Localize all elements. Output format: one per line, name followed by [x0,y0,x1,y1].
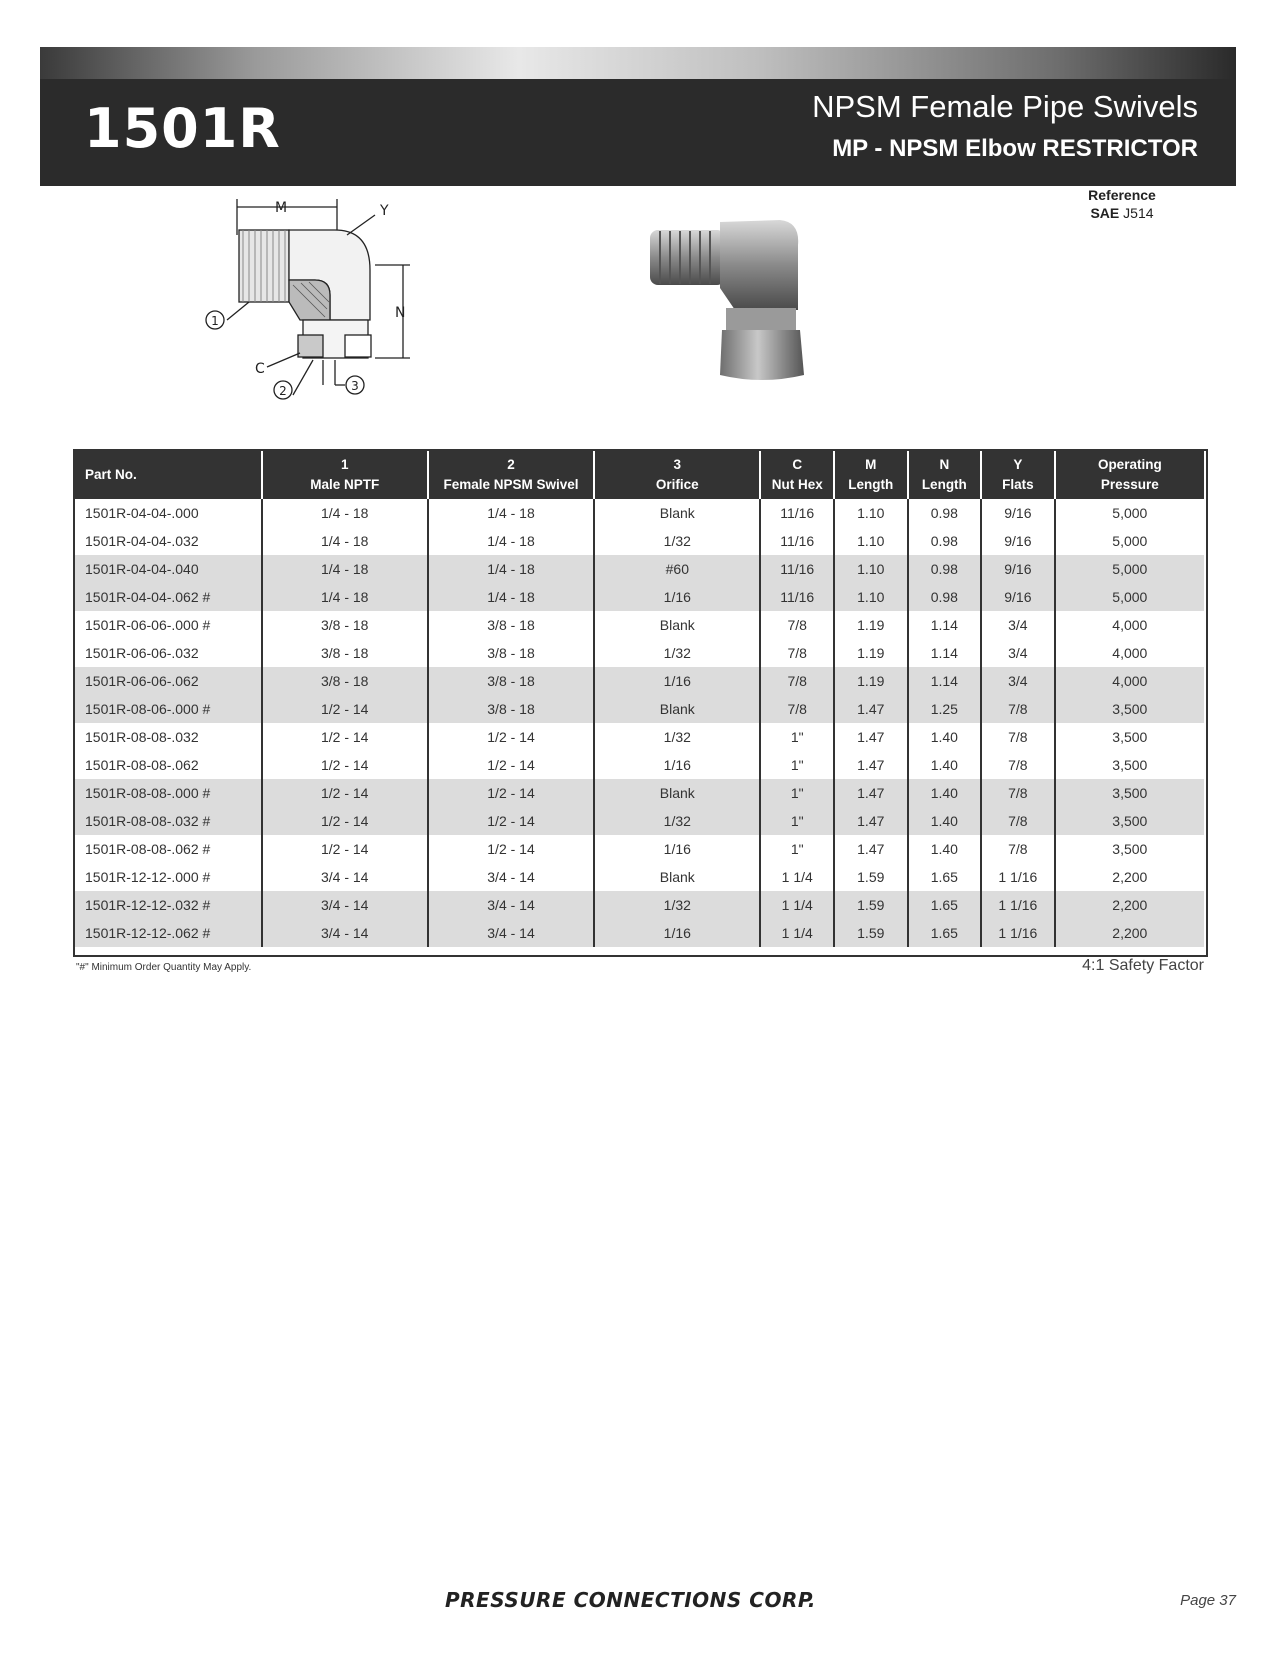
part-number-cell: 1501R-06-06-.000 # [85,617,211,633]
table-cell: 1/2 - 14 [262,751,428,779]
table-cell: 7/8 [981,807,1055,835]
table-cell: 5,000 [1055,499,1204,527]
table-row [75,499,1204,527]
table-row [75,527,1204,555]
product-title: NPSM Female Pipe Swivels [812,89,1198,124]
reference-standard [1070,204,1174,222]
table-cell: 1/2 - 14 [428,779,594,807]
table-cell: 1/32 [594,807,760,835]
table-cell: 3,500 [1055,723,1204,751]
table-cell: 1/2 - 14 [262,779,428,807]
table-row [75,863,1204,891]
table-row [75,751,1204,779]
table-cell: 1/32 [594,527,760,555]
table-row [75,723,1204,751]
column-header-bottom: Flats [1002,477,1034,492]
table-cell: 1.40 [908,835,982,863]
table-cell: 1/4 - 18 [262,527,428,555]
table-cell: 1/4 - 18 [428,499,594,527]
table-cell: 1 1/16 [981,863,1055,891]
table-row [75,807,1204,835]
table-cell: 1.10 [834,555,908,583]
table-cell: 4,000 [1055,639,1204,667]
table-cell: 2,200 [1055,919,1204,947]
table-cell: 1.59 [834,919,908,947]
column-header-top: 3 [673,457,682,472]
safety-factor: 4:1 Safety Factor [1082,957,1204,974]
table-cell: 1 1/4 [760,891,834,919]
column-header-top: 1 [340,457,349,472]
table-cell: 3/8 - 18 [428,667,594,695]
table-row [75,919,1204,947]
column-header [760,451,834,499]
column-header-top: C [792,457,803,472]
table-cell: 1" [760,751,834,779]
table-cell: 3/8 - 18 [262,667,428,695]
part-number-cell: 1501R-12-12-.032 # [75,891,262,919]
table-cell: 1.10 [834,499,908,527]
table-cell: 11/16 [760,527,834,555]
table-cell: 2,200 [1055,891,1204,919]
dim-c-label: C [255,361,265,377]
part-number-cell: 1501R-08-08-.000 # [75,779,262,807]
table-cell: 1/16 [594,919,760,947]
table-cell: 1/4 - 18 [262,499,428,527]
table-cell: 1.14 [908,667,982,695]
table-cell: 7/8 [760,667,834,695]
table-cell: 3,500 [1055,835,1204,863]
table-cell: 3/4 - 14 [428,891,594,919]
table-cell: 7/8 [760,611,834,639]
part-number-cell: 1501R-08-08-.032 # [75,807,262,835]
column-header-top: M [865,457,877,472]
table-cell: 3/4 - 14 [428,919,594,947]
column-header-top: 2 [507,457,515,472]
part-number-cell: 1501R-04-04-.032 [85,533,199,549]
elbow-body [720,220,798,310]
moq-note: "#" Minimum Order Quantity May Apply. [76,962,252,973]
column-header-bottom: Pressure [1100,477,1159,492]
table-cell: 1.10 [834,527,908,555]
part-number-cell: 1501R-06-06-.062 [75,667,262,695]
table-cell: 1/32 [594,723,760,751]
dim-y-label: Y [380,203,389,219]
table-cell: 3,500 [1055,751,1204,779]
table-cell: 1.47 [834,807,908,835]
table-cell: 1/32 [594,891,760,919]
table-cell: 1.40 [908,723,982,751]
table-cell: 1/2 - 14 [262,723,428,751]
table-cell: 3/8 - 18 [428,695,594,723]
table-cell: 1 1/4 [760,863,834,891]
column-header [594,451,760,499]
table-cell: 1 1/4 [760,919,834,947]
table-row [75,835,1204,863]
reference-block [1070,186,1174,222]
table-cell: 1/2 - 14 [262,807,428,835]
table-cell: 3/4 - 14 [262,919,428,947]
table-row [75,695,1204,723]
table-cell: 1/2 - 14 [428,835,594,863]
table-row [75,779,1204,807]
column-header-bottom: Nut Hex [771,477,823,492]
table-row [75,583,1204,611]
table-cell: 1.47 [834,751,908,779]
table-cell: 1.25 [908,695,982,723]
table-cell: 1 1/16 [981,891,1055,919]
table-cell: 5,000 [1055,555,1204,583]
column-header [262,451,428,499]
table-cell: 1/16 [594,835,760,863]
table-cell: 1" [760,723,834,751]
table-cell: 9/16 [981,527,1055,555]
part-number-cell: 1501R-12-12-.062 # [75,919,262,947]
swivel-nut [720,330,804,380]
table-cell: 0.98 [908,583,982,611]
part-number-cell: 1501R-08-08-.062 # [85,841,211,857]
table-cell: Blank [594,863,760,891]
table-cell: 3/4 - 14 [262,891,428,919]
table-cell: 1.65 [908,919,982,947]
table-cell: 1/32 [594,639,760,667]
page-number: Page 37 [1180,1592,1236,1609]
reference-label: Reference [1088,187,1156,203]
reference-prefix: SAE [1090,205,1120,221]
table-cell: 3/4 - 14 [428,863,594,891]
table-cell: 1.59 [834,863,908,891]
column-header-bottom: Part No. [85,467,137,482]
dim-n-label: N [395,305,406,321]
column-header-bottom: Female NPSM Swivel [443,477,579,492]
part-number-cell: 1501R-04-04-.062 # [75,583,262,611]
table-cell: 4,000 [1055,667,1204,695]
table-cell: 3,500 [1055,695,1204,723]
table-cell: Blank [594,779,760,807]
column-header-bottom: Orifice [655,477,699,492]
table-cell: 5,000 [1055,583,1204,611]
table-cell: 11/16 [760,583,834,611]
part-number-cell: 1501R-08-06-.000 # [75,695,262,723]
table-cell: 3/4 [981,611,1055,639]
table-cell: 3/4 [981,667,1055,695]
part-number-cell: 1501R-04-04-.040 [75,555,262,583]
table-cell: 0.98 [908,499,982,527]
table-row [75,891,1204,919]
table-cell: 1.65 [908,863,982,891]
column-header-bottom: Length [848,477,894,492]
table-cell: 3/8 - 18 [262,611,428,639]
table-cell: Blank [594,695,760,723]
table-cell: 11/16 [760,555,834,583]
table-row [75,611,1204,639]
table-cell: 3/8 - 18 [262,639,428,667]
table-cell: 7/8 [981,835,1055,863]
table-cell: 1/2 - 14 [428,723,594,751]
dim-m-label: M [274,200,288,216]
callout-3: 3 [351,379,359,393]
table-cell: 1.14 [908,611,982,639]
part-number-cell: 1501R-04-04-.000 [85,505,199,521]
table-cell: 1/4 - 18 [428,583,594,611]
table-cell: 1.10 [834,583,908,611]
table-cell: 1.19 [834,639,908,667]
table-cell: 1.47 [834,779,908,807]
table-header-row [75,451,1204,499]
column-header [834,451,908,499]
spec-table [75,451,1204,947]
table-cell: 2,200 [1055,863,1204,891]
table-cell: 3/4 [981,639,1055,667]
table-cell: 1" [760,835,834,863]
table-cell: 1/4 - 18 [428,555,594,583]
table-cell: 3,500 [1055,779,1204,807]
table-cell: 1.59 [834,891,908,919]
callout-2: 2 [279,384,287,398]
column-header [981,451,1055,499]
column-header-top: Operating [1097,457,1162,472]
part-number-title: 1501R [84,97,281,160]
table-cell: 1.40 [908,779,982,807]
table-cell: 9/16 [981,555,1055,583]
header-gradient-band [40,47,1236,79]
table-cell: Blank [594,611,760,639]
part-number-cell: 1501R-08-08-.032 [85,729,199,745]
table-cell: 1 1/16 [981,919,1055,947]
male-thread [650,230,725,285]
table-cell: 7/8 [981,751,1055,779]
table-cell: 0.98 [908,527,982,555]
table-cell: 1" [760,807,834,835]
table-cell: 1.40 [908,807,982,835]
table-cell: 1.47 [834,835,908,863]
table-cell: 1/2 - 14 [428,807,594,835]
table-cell: 1/16 [594,751,760,779]
table-cell: 0.98 [908,555,982,583]
table-row [75,555,1204,583]
table-cell: 7/8 [981,695,1055,723]
table-cell: 11/16 [760,499,834,527]
column-header-top: Y [1013,457,1023,472]
table-cell: 3/4 - 14 [262,863,428,891]
table-cell: 1.65 [908,891,982,919]
table-cell: 9/16 [981,583,1055,611]
table-cell: 1/2 - 14 [428,751,594,779]
callout-1: 1 [211,314,219,328]
product-photo [650,200,880,410]
table-cell: 1/16 [594,583,760,611]
table-cell: Blank [594,499,760,527]
table-cell: 3/8 - 18 [428,611,594,639]
column-header [908,451,982,499]
table-cell: 7/8 [760,695,834,723]
column-header-bottom: Length [921,477,967,492]
table-cell: 3,500 [1055,807,1204,835]
column-header [1055,451,1204,499]
column-header [428,451,594,499]
table-cell: 1/16 [594,667,760,695]
table-row [75,639,1204,667]
table-cell: 1/2 - 14 [262,835,428,863]
table-cell: 1/4 - 18 [262,555,428,583]
column-header [75,451,262,499]
column-header-bottom: Male NPTF [310,477,380,492]
table-cell: 3/8 - 18 [428,639,594,667]
table-cell: 1" [760,779,834,807]
reference-code: J514 [1123,205,1154,221]
header-bar [40,79,1236,186]
table-cell: 7/8 [981,723,1055,751]
part-number-cell: 1501R-06-06-.032 [85,645,199,661]
table-cell: 1.19 [834,611,908,639]
table-cell: 1.47 [834,723,908,751]
table-cell: 1.19 [834,667,908,695]
part-number-cell: 1501R-12-12-.000 # [85,869,211,885]
table-cell: 1.14 [908,639,982,667]
company-logo-text: PRESSURE CONNECTIONS CORP. [445,1588,816,1612]
table-cell: 5,000 [1055,527,1204,555]
technical-drawing [205,195,455,435]
table-cell: 9/16 [981,499,1055,527]
table-cell: 1.47 [834,695,908,723]
table-cell: 1/2 - 14 [262,695,428,723]
table-cell: 1.40 [908,751,982,779]
table-cell: #60 [594,555,760,583]
product-subtitle: MP - NPSM Elbow RESTRICTOR [832,135,1198,162]
table-cell: 1/4 - 18 [262,583,428,611]
column-header-top: N [939,457,950,472]
table-cell: 4,000 [1055,611,1204,639]
table-row [75,667,1204,695]
table-cell: 7/8 [760,639,834,667]
table-cell: 7/8 [981,779,1055,807]
part-number-cell: 1501R-08-08-.062 [85,757,199,773]
table-cell: 1/4 - 18 [428,527,594,555]
